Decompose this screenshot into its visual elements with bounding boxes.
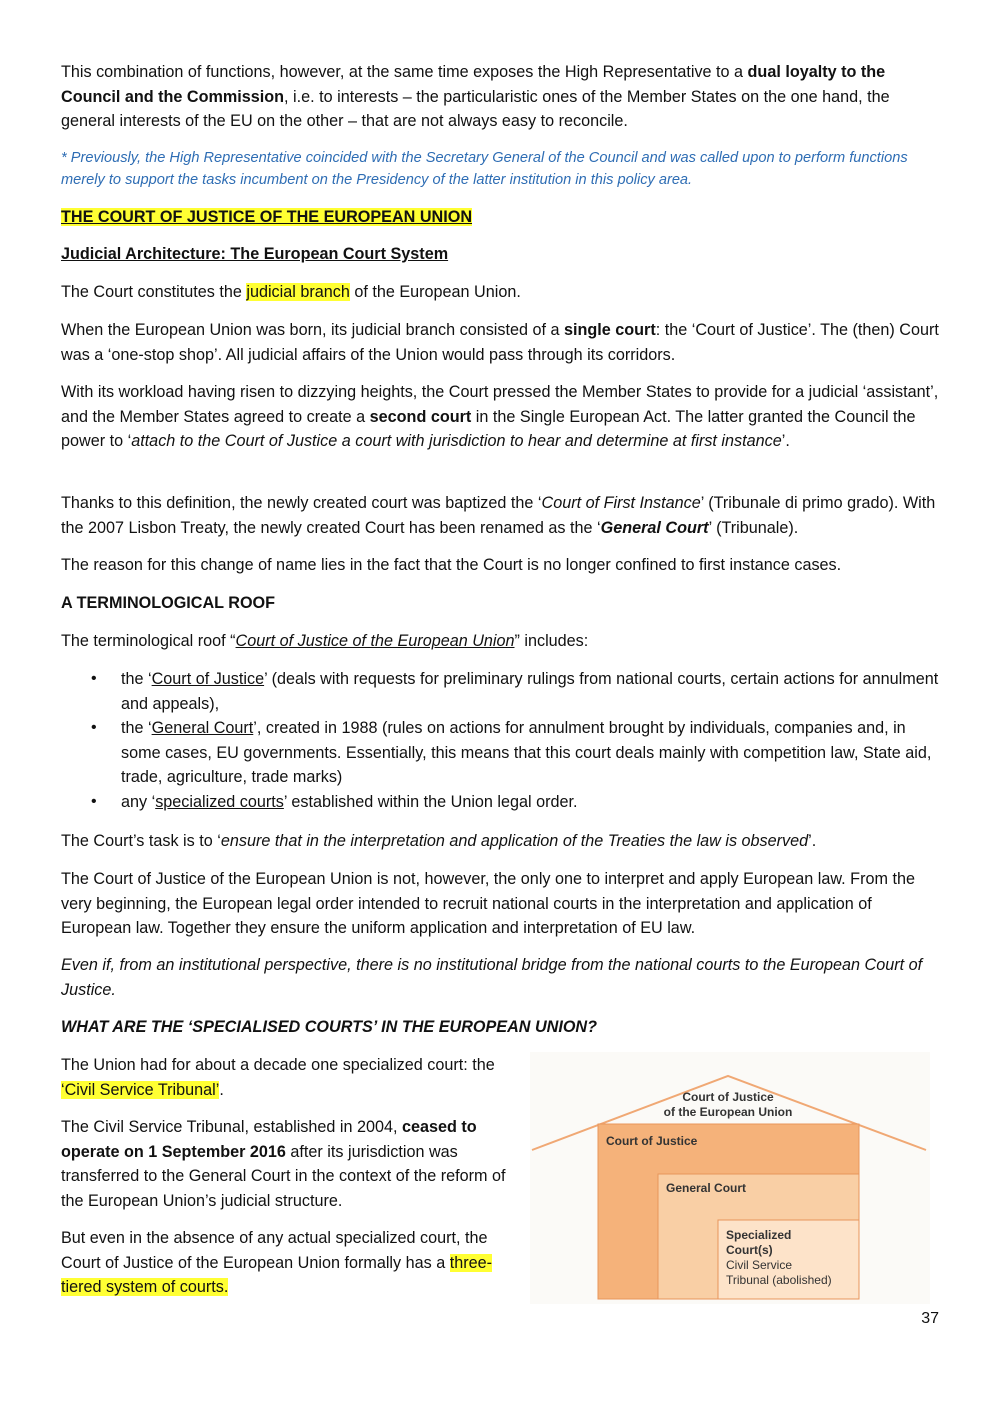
- text: ’.: [808, 832, 817, 850]
- text: , i.e. to interests – the particularistic ones of the Member States on the one hand, the general interests of the EU on the other – that are not always easy to reconcile.: [61, 87, 890, 130]
- text: The Court’s task is to ‘: [61, 832, 221, 850]
- section-heading: [61, 205, 939, 230]
- tier3-label-2: Court(s): [726, 1243, 773, 1257]
- text: Thanks to this definition, the newly created court was baptized the ‘: [61, 494, 542, 512]
- text: When the European Union was born, its judicial branch consisted of a: [61, 321, 564, 339]
- underlined-text: Court of Justice: [151, 670, 265, 688]
- text: ” includes:: [514, 632, 589, 650]
- heading-text: WHAT ARE THE ‘SPECIALISED COURTS’ IN THE EUROPEAN UNION?: [61, 1018, 598, 1036]
- bold-italic-text: General Court: [600, 518, 709, 537]
- text: ’, created in 1988 (rules on actions for annulment brought by individuals, companies and, in some cases, EU governments. Essentially, this means that this court deals mainly with competition law, State aid, trade, agriculture, trade marks): [121, 719, 932, 786]
- bold-text: single court: [564, 321, 656, 339]
- text: ’ established within the Union legal order.: [283, 792, 578, 811]
- paragraph-institutional-bridge: [61, 953, 939, 1002]
- roof-label-line-2: of the European Union: [663, 1105, 793, 1119]
- bold-text: second court: [369, 407, 472, 426]
- tier3-label-3: Civil Service: [726, 1258, 793, 1272]
- paragraph-court-first-instance: [61, 491, 939, 540]
- section-heading: [61, 1015, 939, 1040]
- tier1-label: Court of Justice: [606, 1134, 698, 1148]
- list-item: [61, 716, 939, 790]
- list-item: [61, 667, 939, 716]
- bold-text: ceased to operate on 1 September 2016: [61, 1118, 477, 1161]
- list-item: [61, 790, 939, 815]
- court-system-diagram: [530, 1052, 930, 1304]
- text: of the European Union.: [349, 283, 521, 301]
- heading-text: THE COURT OF JUSTICE OF THE EUROPEAN UNION: [61, 208, 473, 226]
- text: With its workload having risen to dizzying heights, the Court pressed the Member States to provide for a judicial ‘assistant’, and the Member States agreed to create a: [61, 383, 939, 426]
- highlighted-text: ‘Civil Service Tribunal’: [61, 1080, 220, 1099]
- text: The reason for this change of name lies in the fact that the Court is no longer confined to first instance cases.: [61, 556, 842, 574]
- paragraph-judicial-branch: [61, 280, 939, 305]
- text: in the Single European Act. The latter granted the Council the power to ‘: [61, 407, 916, 450]
- italic-text: attach to the Court of Justice a court with jurisdiction to hear and determine at first instance: [131, 432, 782, 450]
- highlighted-text: judicial branch: [246, 283, 350, 301]
- text: The Civil Service Tribunal, established in 2004,: [61, 1118, 403, 1136]
- text: ’ (Tribunale di primo grado). With the 2007 Lisbon Treaty, the newly created Court has been renamed as the ‘: [61, 494, 936, 537]
- text: .: [219, 1080, 224, 1099]
- page-number: 37: [921, 1310, 939, 1327]
- subheading-text: Judicial Architecture: The European Court System: [61, 245, 449, 263]
- text: after its jurisdiction was transferred to the General Court in the context of the reform of the European Union’s judicial structure.: [61, 1142, 506, 1210]
- text: But even in the absence of any actual specialized court, the Court of Justice of the European Union formally has a: [61, 1229, 488, 1272]
- tier3-label-4: Tribunal (abolished): [726, 1273, 832, 1287]
- footnote: [61, 147, 939, 191]
- paragraph-dual-loyalty: [61, 60, 939, 134]
- italic-text: Even if, from an institutional perspective, there is no institutional bridge from the national courts to the European Court of Justice.: [61, 956, 923, 999]
- section-heading: [61, 591, 939, 616]
- italic-text: ensure that in the interpretation and application of the Treaties the law is observed: [220, 832, 809, 850]
- paragraph-single-court: [61, 318, 939, 367]
- paragraph-name-change: [61, 553, 939, 578]
- tier3-label-1: Specialized: [726, 1228, 792, 1242]
- text: This combination of functions, however, at the same time exposes the High Representative to a: [61, 63, 748, 81]
- underlined-text: specialized courts: [155, 792, 284, 811]
- text: The terminological roof “: [61, 632, 236, 650]
- paragraph-second-court: [61, 380, 939, 454]
- text: ’ (deals with requests for preliminary rulings from national courts, certain actions for annulment and appeals),: [121, 670, 939, 713]
- paragraph-court-task: [61, 829, 939, 854]
- tier2-label: General Court: [666, 1181, 747, 1195]
- heading-text: A TERMINOLOGICAL ROOF: [61, 594, 276, 612]
- text: ’.: [781, 432, 790, 450]
- footnote-text: * Previously, the High Representative coincided with the Secretary General of the Council and was called upon to perform functions merely to support the tasks incumbent on the Presidency of the latter institution in this policy area.: [61, 150, 908, 188]
- text: The Court of Justice of the European Union is not, however, the only one to interpret and apply European law. From the very beginning, the European legal order intended to recruit national courts in the interpretation and application of European law. Together they ensure the uniform application and interpretation of EU law.: [61, 870, 915, 937]
- bold-text: dual loyalty to the Council and the Commission: [61, 63, 886, 106]
- paragraph-terminological-roof: [61, 629, 939, 654]
- text: The Court constitutes the: [61, 283, 247, 301]
- text: the ‘: [121, 670, 152, 688]
- text: The Union had for about a decade one specialized court: the: [61, 1056, 495, 1074]
- text: the ‘: [121, 719, 152, 737]
- specialised-courts-column: [61, 1053, 516, 1300]
- subheading: [61, 242, 939, 267]
- roof-label-line-1: Court of Justice: [682, 1090, 774, 1104]
- underlined-italic-text: Court of Justice of the European Union: [235, 632, 515, 650]
- paragraph-national-courts: [61, 867, 939, 941]
- court-list: [61, 667, 939, 814]
- italic-text: Court of First Instance: [541, 494, 701, 512]
- text: any ‘: [121, 792, 156, 811]
- text: ’ (Tribunale).: [708, 518, 799, 537]
- highlighted-text: three-tiered system of courts.: [61, 1253, 493, 1296]
- underlined-text: General Court: [151, 719, 254, 737]
- text: : the ‘Court of Justice’. The (then) Court was a ‘one-stop shop’. All judicial affairs of the Union would pass through its corridors.: [61, 321, 939, 364]
